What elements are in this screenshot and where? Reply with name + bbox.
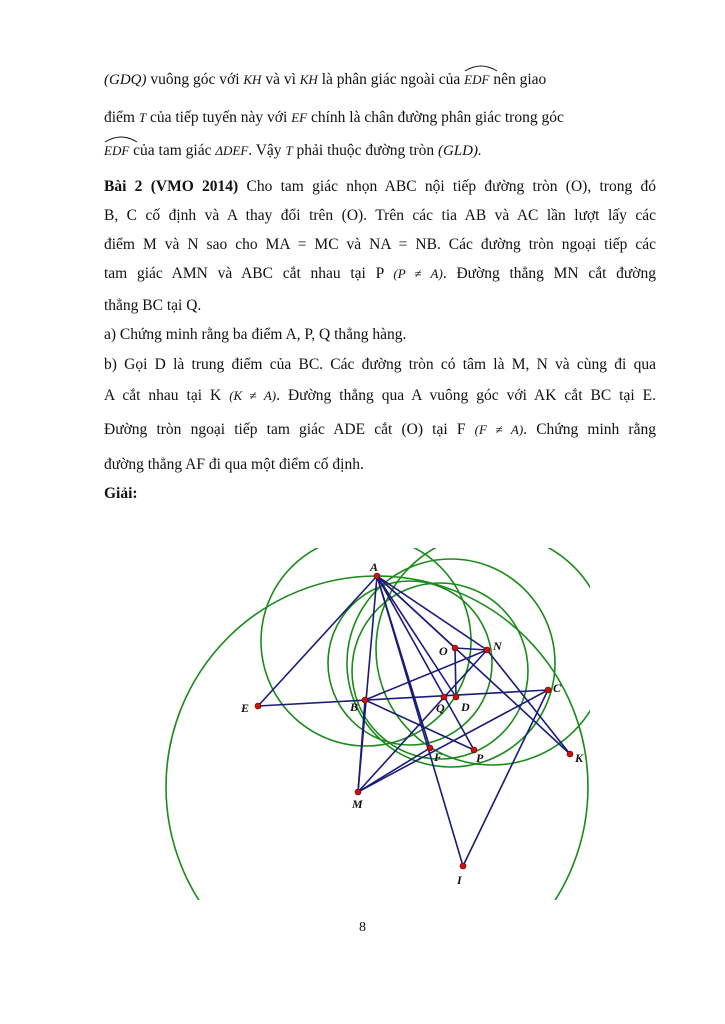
part-b-line-1: b) Gọi D là trung điểm của BC. Các đường tròn có tâm là M, N và cùng đi qua [104,356,656,373]
segment-ae [258,576,377,706]
label-p: P [476,751,484,765]
part-b-line-3: Đường tròn ngoại tiếp tam giác ADE cắt (O) tại F (F ≠ A). Chứng minh rằng [104,421,656,438]
label-b: B [350,700,359,714]
problem-line-3: điểm M và N sao cho MA = MC và NA = NB. Các đường tròn ngoại tiếp các [104,236,656,253]
point-m [355,789,361,795]
label-e: E [241,701,250,715]
text-run: . Vậy [248,142,286,159]
problem-line-2: B, C cố định và A thay đổi trên (O). Trên các tia AB và AC lần lượt lấy các [104,207,656,224]
math-t: T [138,110,147,125]
page-number: 8 [359,920,366,935]
label-c: C [553,681,562,695]
text-run: nên giao [489,71,547,88]
label-f: F [434,750,443,764]
text-run: của tam giác [129,142,216,159]
text-run: phải thuộc đường tròn [292,142,438,159]
problem-title: Bài 2 (VMO 2014) [104,178,239,195]
segment-bn [365,650,487,700]
geometry-figure [140,548,590,908]
math-gld: (GLD). [437,143,482,159]
circle-large [166,576,588,908]
text-line-3 [104,141,656,161]
text-line-2 [104,108,656,128]
point-e [255,703,261,709]
point-d [453,694,459,700]
problem-line-1 [104,177,656,197]
part-b-line-4: đường thẳng AF đi qua một điểm cố định. [104,456,364,473]
math-t: T [285,143,293,158]
line-ebc [258,690,548,706]
segment-on [455,648,487,650]
text-run: vuông góc với [146,71,244,88]
part-a: a) Chứng minh rằng ba điểm A, P, Q thẳng hàng. [104,326,407,343]
problem-line-5: thẳng BC tại Q. [104,297,202,314]
angle-edf: EDF [104,141,129,161]
text-run: của tiếp tuyến này với [146,109,292,126]
label-d: D [461,700,470,714]
text-run: Cho tam giác nhọn ABC nội tiếp đường tròn (O), trong đó [238,178,656,195]
label-m: M [352,797,363,811]
text-run: điểm [104,109,139,126]
math-k-ne-a: (K ≠ A) [229,388,277,403]
segment-ap [377,576,474,750]
segment-ci [463,690,548,866]
solution-heading: Giải: [104,485,138,502]
segment-an [377,576,487,650]
text-run: và vì [261,71,300,88]
point-k [567,751,573,757]
label-i: I [457,873,462,887]
label-a: A [370,560,379,574]
point-o [452,645,458,651]
math-gdq: (GDQ) [104,72,147,88]
segment-mf [358,748,430,792]
math-ef: EF [291,110,308,125]
math-kh: KH [243,72,262,87]
math-p-ne-a: (P ≠ A) [393,266,443,281]
math-f-ne-a: (F ≠ A) [474,422,524,437]
segment-od [455,648,456,697]
label-n: N [493,639,502,653]
text-run: là phân giác ngoài của [317,71,465,88]
point-f [427,745,433,751]
point-c [545,687,551,693]
math-delta-def: ΔDEF [215,143,249,158]
label-k: K [575,751,584,765]
point-b [362,697,368,703]
text-line-1 [104,70,656,90]
text-run: chính là chân đường phân giác trong góc [307,109,564,126]
label-q: Q [436,701,445,715]
math-kh: KH [299,72,318,87]
point-q [441,694,447,700]
problem-line-4: tam giác AMN và ABC cắt nhau tại P (P ≠ A). Đường thẳng MN cắt đường [104,265,657,282]
point-n [484,647,490,653]
label-o: O [439,644,448,658]
point-i [460,863,466,869]
part-b-line-2: A cắt nhau tại K (K ≠ A). Đường thẳng qua A vuông góc với AK cắt BC tại E. [104,387,656,404]
angle-edf: EDF [464,70,489,90]
